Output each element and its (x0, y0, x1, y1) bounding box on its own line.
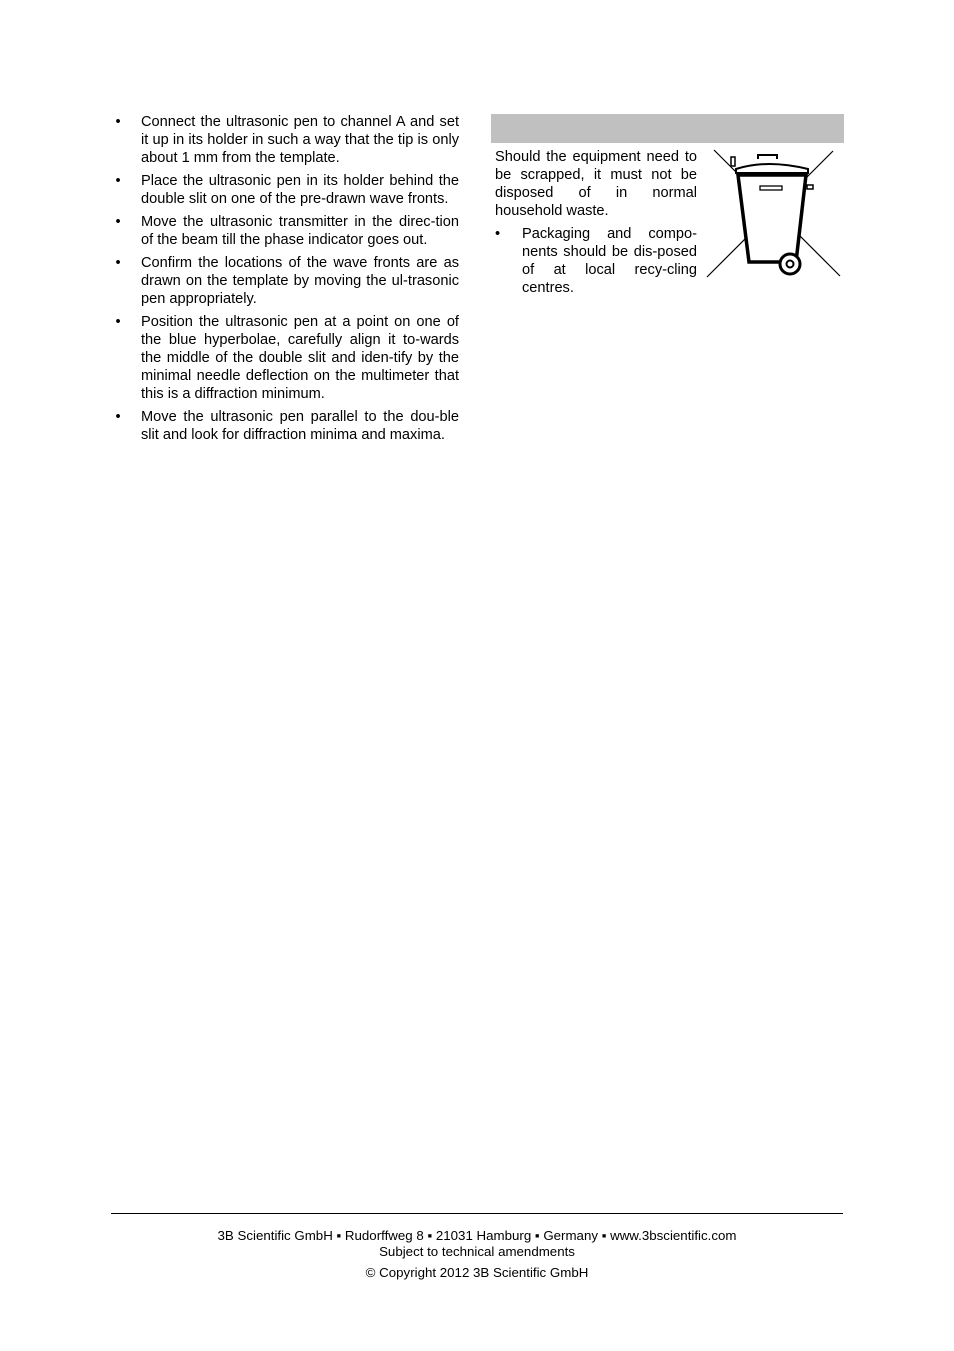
list-item-text: Move the ultrasonic pen parallel to the dou-ble slit and look for diffraction minima and maxima. (141, 409, 459, 443)
footer-copyright: © Copyright 2012 3B Scientific GmbH (365, 1265, 589, 1280)
list-item (111, 313, 459, 403)
disposal-heading-bar (491, 114, 844, 143)
instruction-list (111, 113, 459, 444)
list-item-text: Position the ultrasonic pen at a point on one of the blue hyperbolae, carefully align it to-wards the middle of the double slit and iden-tify by the minimal needle deflection on the multimeter that this is a diffraction minimum. (141, 314, 459, 402)
footer-address: 3B Scientific GmbH ▪ Rudorffweg 8 ▪ 21031 Hamburg ▪ Germany ▪ www.3bscientific.com (217, 1228, 737, 1243)
bullet-marker: • (495, 226, 501, 242)
list-item (111, 113, 459, 167)
crossed-out-wheelie-bin-icon (705, 149, 842, 279)
list-item-text: Place the ultrasonic pen in its holder behind the double slit on one of the pre-drawn wave fronts. (141, 173, 459, 207)
list-item-text: Confirm the locations of the wave fronts are as drawn on the template by moving the ul-trasonic pen appropriately. (141, 255, 459, 307)
bullet-marker: • (115, 409, 121, 425)
list-item (111, 213, 459, 249)
list-item (111, 172, 459, 208)
disposal-paragraph: Should the equipment need to be scrapped, it must not be disposed of in normal household waste. (495, 149, 697, 219)
instructions-column (111, 113, 459, 449)
footer-divider (111, 1213, 843, 1214)
disposal-list (495, 225, 697, 297)
list-item-text: Connect the ultrasonic pen to channel A and set it up in its holder in such a way that the tip is only about 1 mm from the template. (141, 114, 459, 166)
footer-notice: Subject to technical amendments (379, 1244, 575, 1259)
bullet-marker: • (115, 255, 121, 271)
disposal-text (495, 148, 697, 297)
list-item-text: Move the ultrasonic transmitter in the direc-tion of the beam till the phase indicator goes out. (141, 214, 459, 248)
disposal-section (491, 114, 844, 296)
bullet-marker: • (115, 214, 121, 230)
list-item-text: Packaging and compo-nents should be dis-posed of at local recy-cling centres. (522, 226, 697, 296)
bullet-marker: • (115, 314, 121, 330)
bullet-marker: • (115, 114, 121, 130)
list-item (111, 408, 459, 444)
list-item (111, 254, 459, 308)
bullet-marker: • (115, 173, 121, 189)
list-item (495, 225, 697, 297)
